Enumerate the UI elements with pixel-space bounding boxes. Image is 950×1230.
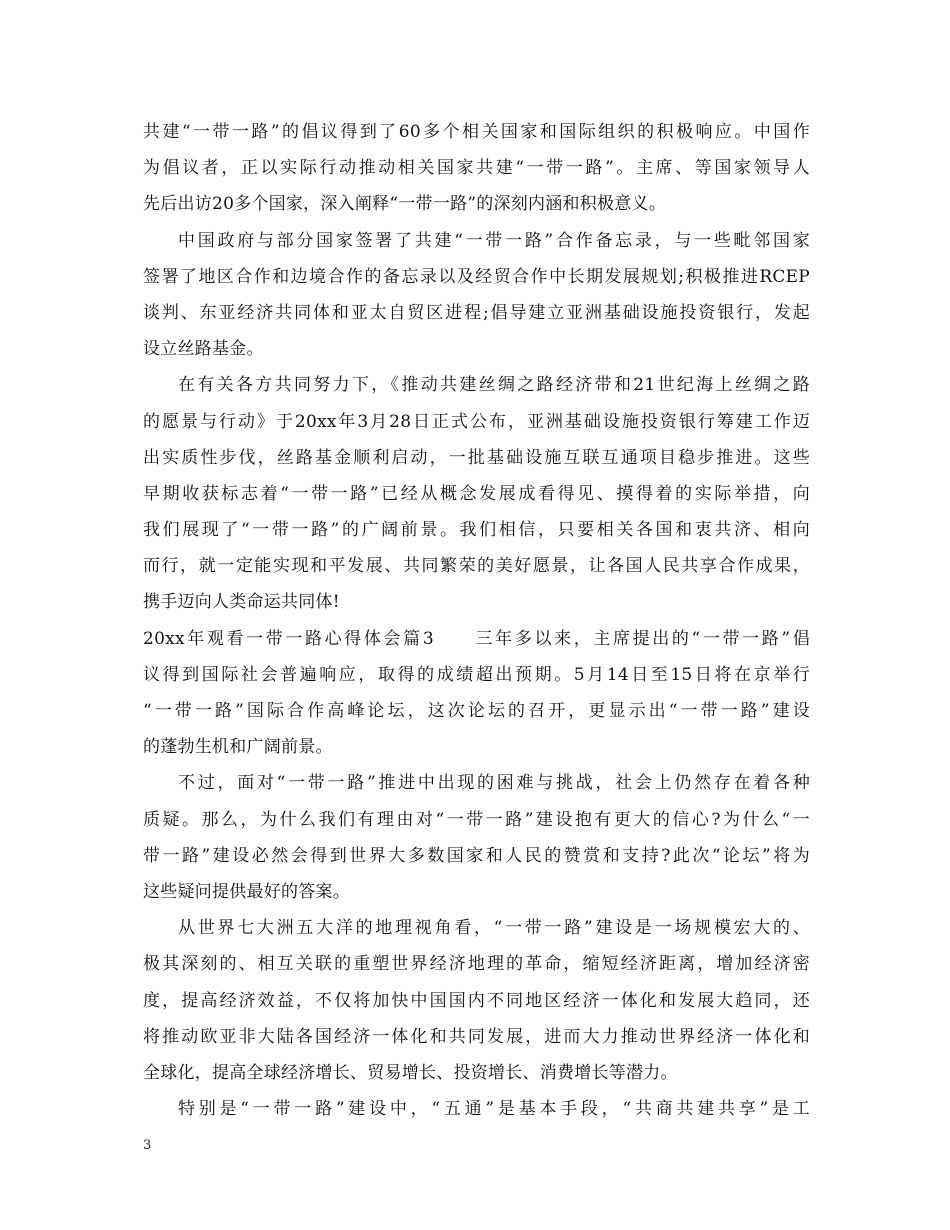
text-line: 带一路”建设必然会得到世界大多数国家和人民的赞赏和支持?此次“论坛”将为	[143, 845, 810, 866]
text-line: 而行，就一定能实现和平发展、共同繁荣的美好愿景，让各国人民共享合作成果，	[143, 556, 810, 577]
text-line: 携手迈向人类命运共同体!	[143, 592, 340, 613]
text-line: “一带一路”国际合作高峰论坛，这次论坛的召开，更显示出“一带一路”建设	[143, 701, 810, 721]
text-line: 度，提高经济效益，不仅将加快中国国内不同地区经济一体化和发展大趋同，还	[143, 990, 810, 1011]
text-line: 在有关各方共同努力下，《推动共建丝绸之路经济带和21世纪海上丝绸之路	[178, 375, 810, 396]
text-line: 谈判、东亚经济共同体和亚太自贸区进程;倡导建立亚洲基础设施投资银行，发起	[143, 302, 810, 323]
text-line: 先后出访20多个国家，深入阐释“一带一路”的深刻内涵和积极意义。	[143, 194, 667, 215]
text-line: 特别是“一带一路”建设中，“五通”是基本手段，“共商共建共享”是工	[178, 1099, 810, 1120]
text-line: 共建“一带一路”的倡议得到了60多个相关国家和国际组织的积极响应。中国作	[143, 122, 810, 142]
text-line: 的愿景与行动》于20xx年3月28日正式公布，亚洲基础设施投资银行筹建工作迈	[143, 411, 810, 432]
text-line: 将推动欧亚非大陆各国经济一体化和共同发展，进而大力推动世界经济一体化和	[143, 1026, 810, 1047]
text-line: 从世界七大洲五大洋的地理视角看，“一带一路”建设是一场规模宏大的、	[178, 918, 810, 939]
text-line: 设立丝路基金。	[143, 339, 264, 360]
text-line: 质疑。那么，为什么我们有理由对“一带一路”建设抱有更大的信心?为什么“一	[143, 809, 810, 830]
text-line: 这些疑问提供最好的答案。	[143, 881, 350, 902]
text-line: 极其深刻的、相互关联的重塑世界经济地理的革命，缩短经济距离，增加经济密	[143, 954, 810, 975]
document-body	[143, 114, 810, 1127]
text-line: 不过，面对“一带一路”推进中出现的困难与挑战，社会上仍然存在着各种	[178, 773, 810, 794]
text-line: 我们展现了“一带一路”的广阔前景。我们相信，只要相关各国和衷共济、相向	[143, 520, 810, 541]
text-line: 全球化，提高全球经济增长、贸易增长、投资增长、消费增长等潜力。	[143, 1062, 678, 1083]
text-line: 为倡议者，正以实际行动推动相关国家共建“一带一路”。主席、等国家领导人	[143, 158, 810, 179]
text-line: 签署了地区合作和边境合作的备忘录以及经贸合作中长期发展规划;积极推进RCEP	[143, 266, 810, 287]
text-line: 中国政府与部分国家签署了共建“一带一路”合作备忘录，与一些毗邻国家	[178, 230, 810, 251]
page-number: 3	[143, 1138, 152, 1153]
text-line: 出实质性步伐，丝路基金顺利启动，一批基础设施互联互通项目稳步推进。这些	[143, 447, 810, 468]
text-line: 的蓬勃生机和广阔前景。	[143, 737, 333, 758]
text-line: 20xx年观看一带一路心得体会篇3 三年多以来，主席提出的“一带一路”倡	[143, 628, 810, 649]
text-line: 早期收获标志着“一带一路”已经从概念发展成看得见、摸得着的实际举措，向	[143, 483, 810, 504]
text-line: 议得到国际社会普遍响应，取得的成绩超出预期。5月14日至15日将在京举行	[143, 664, 810, 685]
